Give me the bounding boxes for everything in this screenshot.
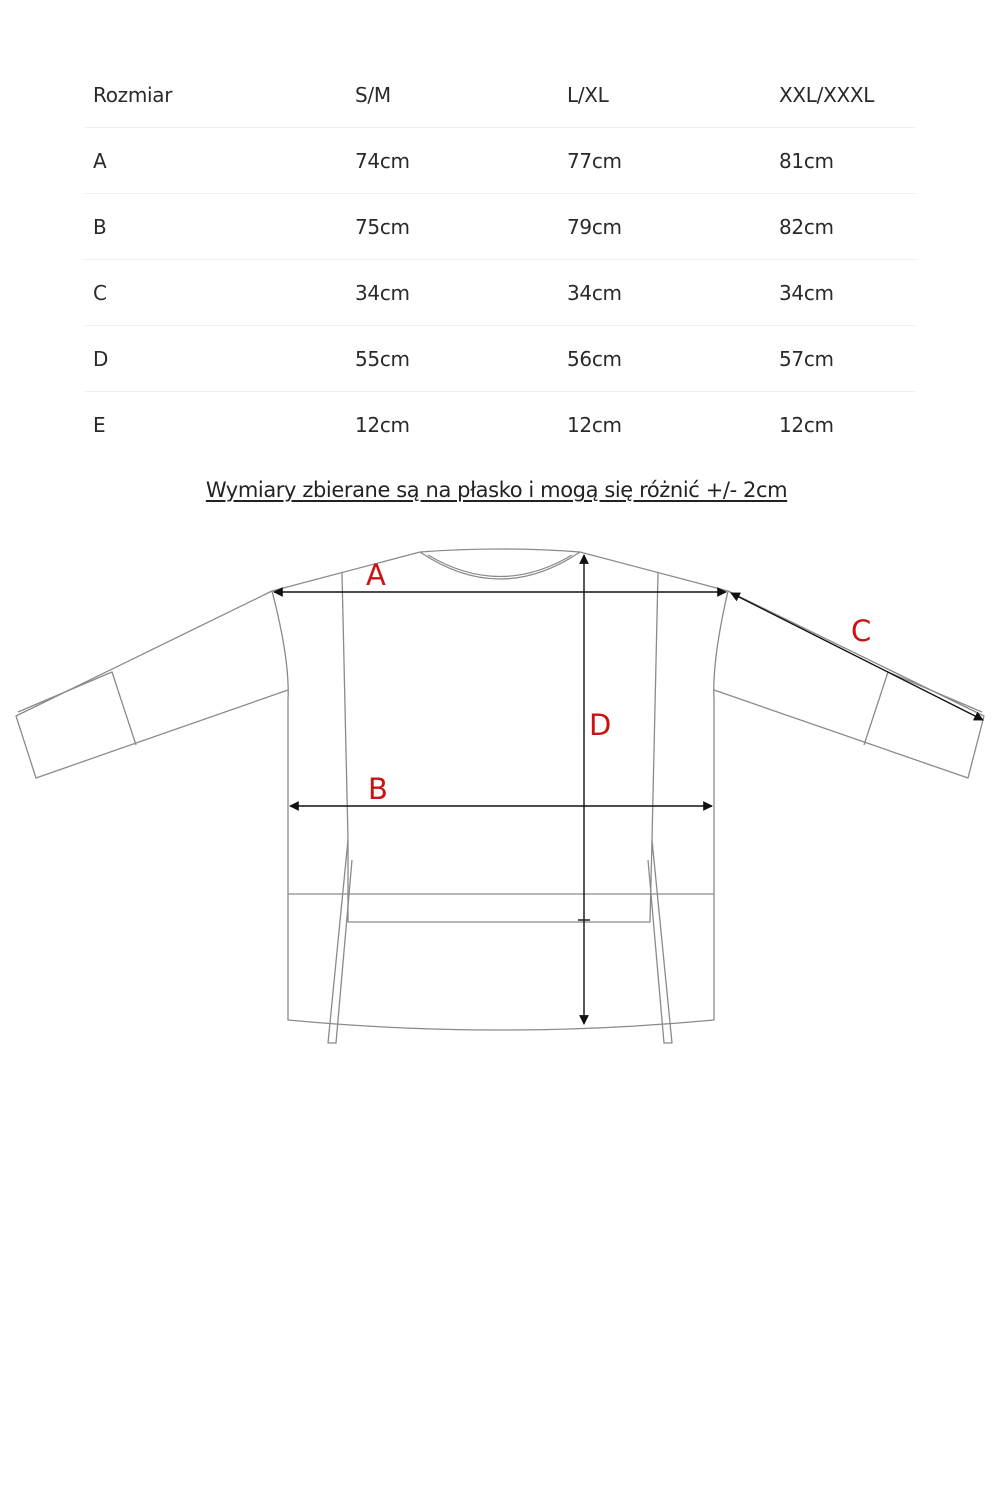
cell-value: 79cm bbox=[558, 194, 770, 260]
header-cell-sm: S/M bbox=[346, 62, 558, 128]
cell-value: 74cm bbox=[346, 128, 558, 194]
garment-diagram bbox=[0, 520, 1000, 1060]
table-row bbox=[84, 194, 916, 260]
measurement-note: Wymiary zbierane są na płasko i mogą się różnić +/- 2cm bbox=[205, 478, 788, 502]
cell-value: 55cm bbox=[346, 326, 558, 392]
label-c: C bbox=[851, 614, 872, 648]
line-c bbox=[731, 593, 983, 720]
row-label: C bbox=[84, 260, 346, 326]
label-a: A bbox=[366, 558, 386, 592]
cell-value: 12cm bbox=[779, 412, 834, 437]
cell-value: 34cm bbox=[346, 260, 558, 326]
cell-value: 12cm bbox=[567, 412, 622, 437]
label-b: B bbox=[368, 772, 388, 806]
table-header-row bbox=[84, 62, 916, 128]
header-cell-lxl: L/XL bbox=[558, 62, 770, 128]
cell-value: 81cm bbox=[770, 128, 916, 194]
header-cell-xxl: XXL/XXXL bbox=[770, 62, 916, 128]
header-cell-size: Rozmiar bbox=[84, 62, 346, 128]
row-label: D bbox=[84, 326, 346, 392]
cell-value: 34cm bbox=[558, 260, 770, 326]
row-label: B bbox=[84, 194, 346, 260]
row-label: A bbox=[84, 128, 346, 194]
sweater-outline bbox=[16, 549, 984, 1043]
cell-value: 57cm bbox=[770, 326, 916, 392]
cell-value: 77cm bbox=[558, 128, 770, 194]
table-row bbox=[84, 260, 916, 326]
size-table bbox=[84, 62, 916, 457]
cell-value: 34cm bbox=[770, 260, 916, 326]
label-d: D bbox=[589, 708, 612, 742]
cell-value: 56cm bbox=[558, 326, 770, 392]
cell-value: 12cm bbox=[355, 412, 410, 437]
cell-value: 75cm bbox=[346, 194, 558, 260]
row-label: E bbox=[93, 412, 106, 437]
table-row bbox=[84, 128, 916, 194]
cell-value: 82cm bbox=[770, 194, 916, 260]
table-row bbox=[84, 392, 916, 458]
table-row bbox=[84, 326, 916, 392]
